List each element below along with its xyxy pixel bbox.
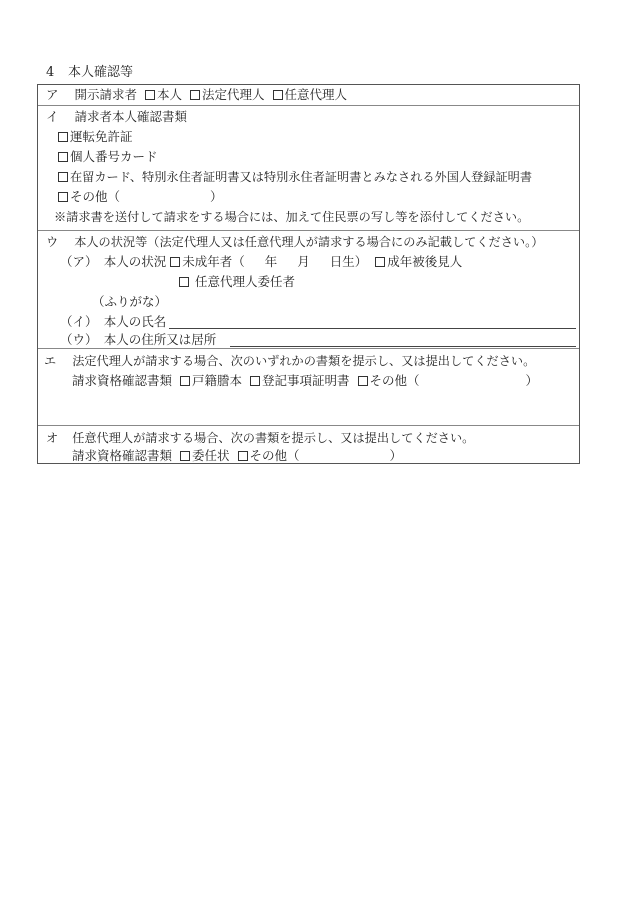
checkbox-adult-ward[interactable] bbox=[375, 257, 385, 267]
identity-verification-table bbox=[37, 84, 580, 464]
option-legal-representative-label: 法定代理人 bbox=[202, 87, 265, 102]
voluntary-docs-label: 請求資格確認書類 bbox=[72, 448, 173, 463]
marker-u: ウ bbox=[46, 235, 59, 249]
option-my-number-card-label: 個人番号カード bbox=[70, 149, 158, 164]
furigana-label: （ふりがな） bbox=[92, 294, 168, 309]
section-title: 本人確認等 bbox=[68, 65, 134, 80]
other-id-close-paren: ） bbox=[210, 189, 223, 204]
section-number: 4 bbox=[46, 65, 55, 80]
marker-a: ア bbox=[46, 87, 59, 102]
checkbox-self[interactable] bbox=[145, 90, 155, 100]
principal-status-title: 本人の状況等（法定代理人又は任意代理人が請求する場合にのみ記載してください。） bbox=[74, 235, 544, 249]
principal-address-label: （ウ） 本人の住所又は居所 bbox=[60, 332, 217, 347]
status-label: （ア） 本人の状況 bbox=[60, 254, 167, 269]
option-residence-card-label: 在留カード、特別永住者証明書又は特別永住者証明書とみなされる外国人登録証明書 bbox=[70, 170, 533, 184]
checkbox-voluntary-other[interactable] bbox=[238, 451, 248, 461]
section-voluntary-representative-docs bbox=[38, 425, 579, 464]
checkbox-voluntary-representative[interactable] bbox=[273, 90, 283, 100]
legal-docs-label: 請求資格確認書類 bbox=[72, 373, 173, 388]
voluntary-other-label: その他（ bbox=[249, 448, 300, 463]
marker-i: イ bbox=[46, 109, 59, 124]
checkbox-legal-representative[interactable] bbox=[190, 90, 200, 100]
registry-certificate-label: 登記事項証明書 bbox=[262, 373, 350, 388]
voluntary-other-close-paren: ） bbox=[389, 448, 403, 463]
principal-label: 任意代理人委任者 bbox=[191, 274, 295, 289]
birth-month-label: 月 bbox=[297, 254, 310, 269]
checkbox-drivers-license[interactable] bbox=[58, 132, 68, 142]
checkbox-power-of-attorney[interactable] bbox=[180, 451, 190, 461]
birth-year-label: 年 bbox=[264, 254, 278, 269]
adult-ward-label: 成年被後見人 bbox=[387, 254, 463, 269]
requester-label: 開示請求者 bbox=[74, 87, 138, 102]
legal-other-label: その他（ bbox=[369, 373, 420, 388]
section-legal-representative-docs bbox=[38, 348, 579, 425]
legal-other-close-paren: ） bbox=[525, 373, 539, 388]
principal-address-field[interactable] bbox=[230, 346, 576, 347]
birth-day-label: 日生） bbox=[329, 254, 368, 269]
checkbox-my-number-card[interactable] bbox=[58, 152, 68, 162]
family-register-label: 戸籍謄本 bbox=[192, 373, 243, 388]
marker-o: オ bbox=[46, 431, 59, 445]
legal-docs-title: 法定代理人が請求する場合、次のいずれかの書類を提示し、又は提出してください。 bbox=[72, 354, 536, 368]
power-of-attorney-label: 委任状 bbox=[192, 448, 230, 463]
option-voluntary-representative-label: 任意代理人 bbox=[284, 87, 348, 102]
section-principal-status bbox=[38, 230, 579, 348]
checkbox-other-id[interactable] bbox=[58, 192, 68, 202]
voluntary-docs-title: 任意代理人が請求する場合、次の書類を提示し、又は提出してください。 bbox=[72, 431, 475, 445]
principal-name-label: （イ） 本人の氏名 bbox=[60, 314, 167, 329]
minor-label: 未成年者（ bbox=[182, 254, 245, 269]
principal-name-field[interactable] bbox=[169, 328, 576, 329]
section-heading bbox=[46, 64, 133, 82]
checkbox-registry-certificate[interactable] bbox=[250, 376, 260, 386]
section-requester bbox=[38, 85, 579, 105]
checkbox-family-register[interactable] bbox=[180, 376, 190, 386]
checkbox-minor[interactable] bbox=[170, 257, 180, 267]
marker-e: エ bbox=[44, 354, 57, 368]
id-documents-title: 請求者本人確認書類 bbox=[74, 109, 188, 124]
option-self-label: 本人 bbox=[157, 87, 183, 102]
section-id-documents bbox=[38, 105, 579, 230]
option-other-id-label: その他（ bbox=[70, 189, 121, 204]
option-drivers-license-label: 運転免許証 bbox=[70, 129, 133, 144]
mail-request-note: ※請求書を送付して請求をする場合には、加えて住民票の写し等を添付してください。 bbox=[54, 210, 530, 224]
checkbox-residence-card[interactable] bbox=[58, 172, 68, 182]
checkbox-legal-other[interactable] bbox=[358, 376, 368, 386]
checkbox-principal[interactable] bbox=[179, 277, 189, 287]
